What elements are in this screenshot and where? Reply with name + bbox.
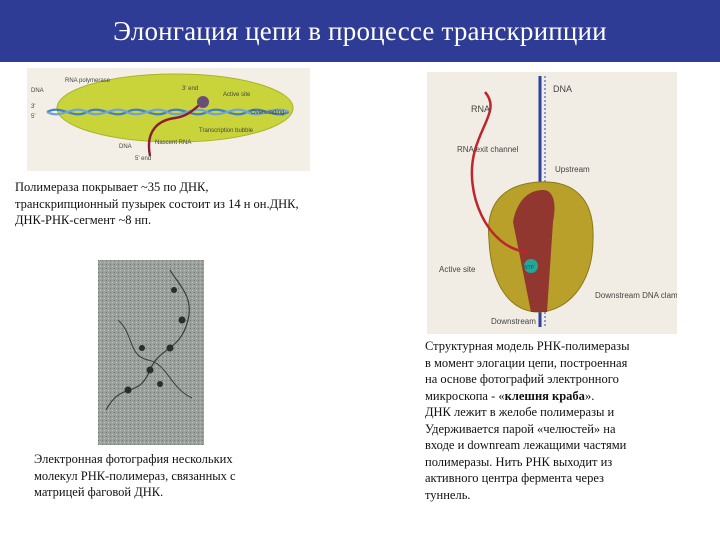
label-dna-left: DNA [31,88,44,94]
label-dna: DNA [553,84,573,94]
caption3-line-9: активного центра фермента через [425,471,604,485]
label-nascent-rna: Nascent RNA [155,140,192,146]
transcription-bubble-diagram [27,68,310,171]
label-overwinding: Overwinding [251,110,285,116]
caption1-line-1: Полимераза покрывает ~35 по ДНК, [15,180,209,194]
label-5-end: 5' end [135,156,152,162]
crab-claw-model-diagram [427,72,677,334]
label-downstream-dna-clamp: Downstream DNA clamp [595,291,677,300]
caption-polymerase-coverage [15,179,335,229]
polymerase-dot-5 [139,345,145,351]
label-transcription-bubble: Transcription bubble [199,128,254,134]
caption3-line-4-prefix: микроскопа - « [425,388,505,403]
caption2-line-2: молекул РНК-полимераз, связанных с [34,468,236,483]
caption2-line-1: Электронная фотография нескольких [34,452,233,466]
label-downstream: Downstream [491,317,536,326]
label-active-site: Active site [223,92,251,98]
polymerase-dot-4 [179,317,186,324]
active-site-marker [197,96,209,108]
polymerase-dot-6 [157,381,163,387]
label-upstream: Upstream [555,165,590,174]
polymerase-dot-1 [147,367,154,374]
transcription-bubble-figure [27,68,310,171]
caption3-line-10: туннель. [425,487,471,502]
label-strand-3: 3' [31,104,36,110]
label-ntp: NTP [524,265,534,271]
caption1-line-2: транскрипционный пузырек состоит из 14 н он.ДНК, [15,196,299,211]
rna-polymerase-shape [57,74,293,142]
electron-micrograph [98,260,204,445]
caption3-line-7: входе и downream лежащими частями [425,438,627,452]
title-bar [0,0,720,62]
caption3-line-4 [425,388,675,405]
caption3-line-2: в момент элогации цепи, построенная [425,355,628,370]
electron-micrograph-image [98,260,204,445]
slide-title: Элонгация цепи в процессе транскрипции [113,15,607,46]
caption-electron-micrograph [30,449,283,503]
label-strand-5: 5' [31,114,36,120]
label-active-site: Active site [439,265,476,274]
label-rna: RNA [471,104,491,114]
caption-structural-model [425,338,675,503]
caption3-line-4-suffix: ». [584,388,595,403]
polymerase-dot-3 [125,387,132,394]
polymerase-dot-7 [171,287,177,293]
label-rna-polymerase: RNA polymerase [65,78,111,84]
caption3-line-5: ДНК лежит в желобе полимеразы и [425,405,615,419]
polymerase-dot-2 [167,345,174,352]
caption3-line-6: Удерживается парой «челюстей» на [425,421,616,436]
caption3-line-1: Структурная модель РНК-полимеразы [425,339,630,353]
caption3-line-3: на основе фотографий электронного [425,372,619,386]
label-3-end: 3' end [182,86,199,92]
caption3-crab-claw-term: клешня краба [504,388,585,403]
caption3-line-8: полимеразы. Нить РНК выходит из [425,454,613,469]
caption2-line-3: матрицей фаговой ДНК. [34,485,164,499]
crab-claw-model-figure [427,72,677,334]
label-dna-bottom: DNA [119,144,132,150]
caption1-line-3: ДНК-РНК-сегмент ~8 нп. [15,213,152,227]
label-rna-exit-channel: RNA exit channel [457,145,519,154]
